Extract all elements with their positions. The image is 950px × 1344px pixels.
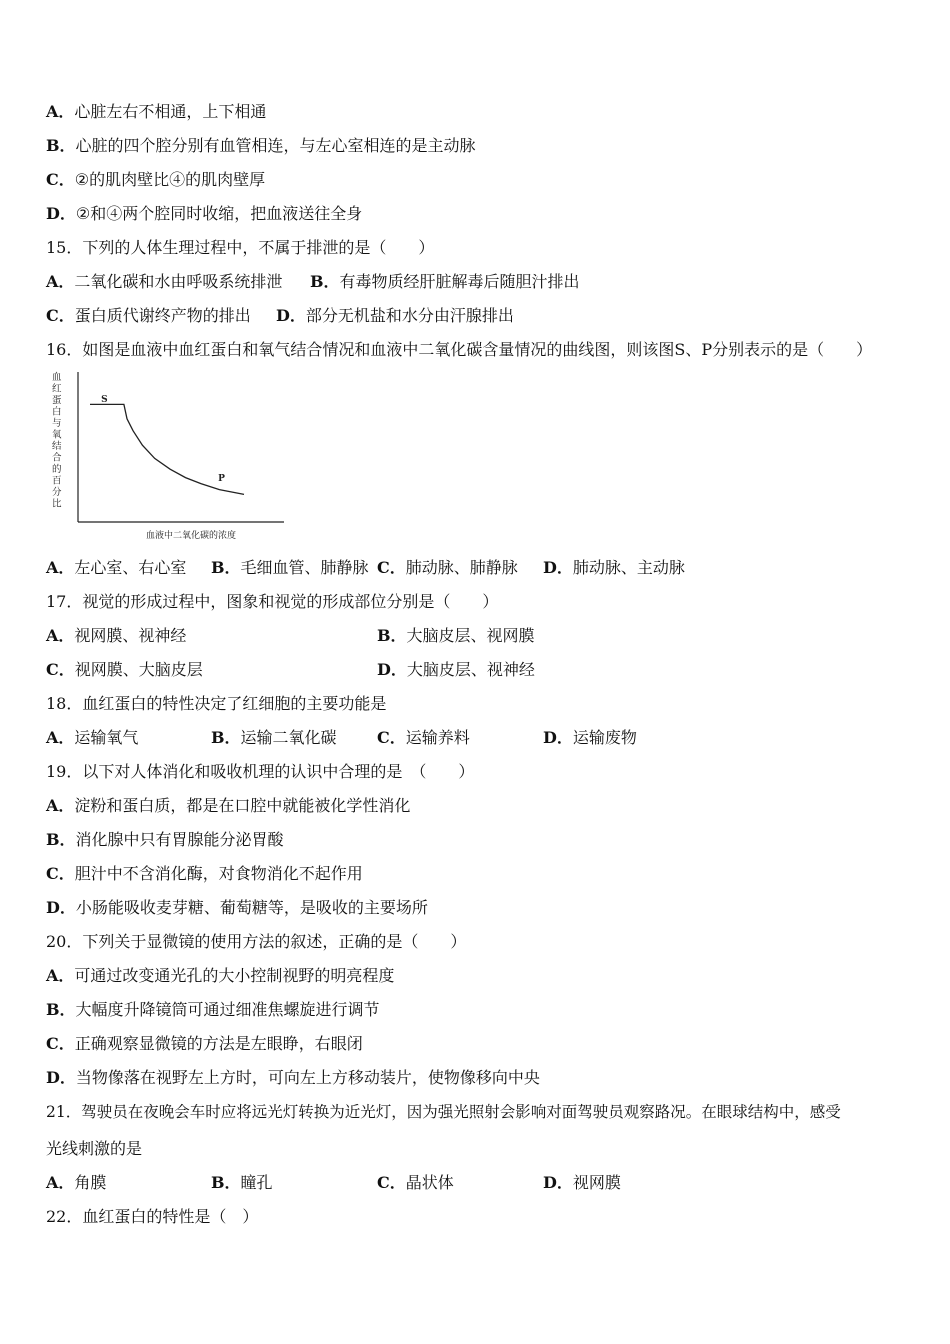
chart-ylabel-char: 血 [52, 372, 62, 383]
chart-ylabel-char: 红 [52, 383, 62, 395]
q19-option-c: C．胆汁中不含消化酶，对食物消化不起作用 [46, 864, 363, 883]
chart-point-label-p: P [218, 474, 225, 485]
q16-option-a: A．左心室、右心室 [46, 558, 187, 577]
q15-option-c: C．蛋白质代谢终产物的排出 [46, 306, 251, 325]
chart-point-labels [101, 395, 225, 484]
q19-option-d: D．小肠能吸收麦芽糖、葡萄糖等，是吸收的主要场所 [46, 898, 428, 917]
q18-option-b: B．运输二氧化碳 [211, 728, 337, 747]
q21-stem-line1: 21．驾驶员在夜晚会车时应将远光灯转换为近光灯，因为强光照射会影响对面驾驶员观察路况。在眼球结构中，感受 [46, 1103, 841, 1121]
q14-option-a: A．心脏左右不相通，上下相通 [46, 102, 267, 121]
q14-option-d: D．②和④两个腔同时收缩，把血液送往全身 [46, 204, 363, 223]
q22-stem: 22．血红蛋白的特性是（ ） [46, 1207, 259, 1226]
q14-option-c: C．②的肌肉壁比④的肌肉壁厚 [46, 170, 266, 189]
q21-option-d: D．视网膜 [543, 1173, 621, 1192]
chart-ylabel-char: 合 [52, 452, 62, 464]
q21-option-b: B．瞳孔 [211, 1173, 273, 1192]
q17-stem: 17．视觉的形成过程中，图象和视觉的形成部位分别是（ ） [46, 592, 499, 611]
q18-option-c: C．运输养料 [377, 728, 470, 747]
chart-ylabel [52, 372, 62, 510]
q18-option-a: A．运输氧气 [46, 728, 139, 747]
q15-stem: 15．下列的人体生理过程中，不属于排泄的是（ ） [46, 238, 435, 257]
chart-ylabel-char: 与 [52, 418, 62, 429]
q17-option-c: C．视网膜、大脑皮层 [46, 660, 203, 679]
q16-stem: 16．如图是血液中血红蛋白和氧气结合情况和血液中二氧化碳含量情况的曲线图，则该图S、P分别表示的是（ ） [46, 340, 873, 359]
oxygen-hemoglobin-chart [48, 368, 288, 544]
q21-stem-line2: 光线刺激的是 [46, 1139, 143, 1158]
chart-point-label-s: S [101, 395, 108, 405]
q16-option-d: D．肺动脉、主动脉 [543, 558, 685, 577]
q16-option-c: C．肺动脉、肺静脉 [377, 558, 518, 577]
q18-option-d: D．运输废物 [543, 728, 637, 747]
q17-option-d: D．大脑皮层、视神经 [377, 660, 535, 679]
q17-option-a: A．视网膜、视神经 [46, 626, 187, 645]
chart-ylabel-char: 白 [52, 406, 62, 418]
q21-option-a: A．角膜 [46, 1173, 107, 1192]
q20-stem: 20．下列关于显微镜的使用方法的叙述，正确的是（ ） [46, 932, 467, 951]
chart-ylabel-char: 比 [52, 498, 62, 510]
q15-option-a: A．二氧化碳和水由呼吸系统排泄 [46, 272, 283, 291]
q20-option-c: C．正确观察显微镜的方法是左眼睁，右眼闭 [46, 1034, 363, 1053]
q20-option-b: B．大幅度升降镜筒可通过细准焦螺旋进行调节 [46, 1000, 380, 1019]
q19-option-a: A．淀粉和蛋白质，都是在口腔中就能被化学性消化 [46, 796, 411, 815]
q17-option-b: B．大脑皮层、视网膜 [377, 626, 535, 645]
q20-option-a: A．可通过改变通光孔的大小控制视野的明亮程度 [46, 966, 395, 985]
chart-xlabel: 血液中二氧化碳的浓度 [146, 531, 237, 541]
chart-ylabel-char: 氧 [52, 429, 62, 441]
chart-ylabel-char: 蛋 [52, 395, 62, 406]
chart-ylabel-char: 结 [52, 441, 62, 452]
q15-option-d: D．部分无机盐和水分由汗腺排出 [276, 306, 514, 325]
q19-option-b: B．消化腺中只有胃腺能分泌胃酸 [46, 830, 284, 849]
chart-ylabel-char: 的 [52, 464, 62, 475]
q14-option-b: B．心脏的四个腔分别有血管相连，与左心室相连的是主动脉 [46, 136, 476, 155]
chart-svg [48, 368, 288, 544]
q16-option-b: B．毛细血管、肺静脉 [211, 558, 369, 577]
q20-option-d: D．当物像落在视野左上方时，可向左上方移动装片，使物像移向中央 [46, 1068, 540, 1087]
q21-option-c: C．晶状体 [377, 1173, 454, 1192]
q15-option-b: B．有毒物质经肝脏解毒后随胆汁排出 [310, 272, 580, 291]
q19-stem: 19．以下对人体消化和吸收机理的认识中合理的是 （ ） [46, 762, 475, 781]
chart-ylabel-char: 百 [52, 475, 62, 487]
q18-stem: 18．血红蛋白的特性决定了红细胞的主要功能是 [46, 694, 387, 713]
chart-ylabel-char: 分 [52, 487, 62, 498]
